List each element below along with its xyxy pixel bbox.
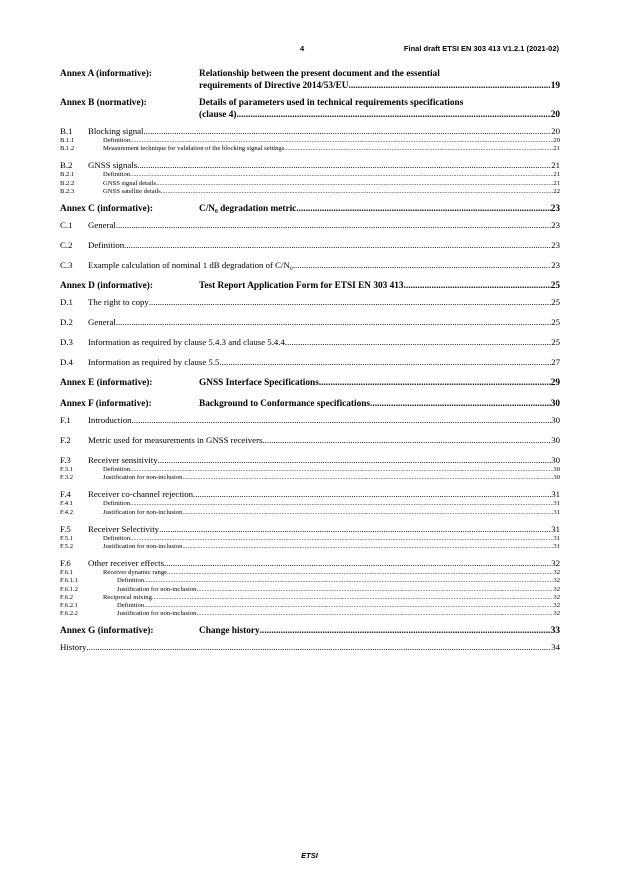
toc-entry-d4[interactable] — [60, 357, 560, 368]
page-ref: 29 — [550, 378, 560, 389]
table-of-contents — [60, 68, 560, 653]
dot-leader — [156, 180, 553, 188]
dot-leader — [293, 260, 551, 271]
page-ref: 30 — [551, 455, 560, 466]
dot-leader — [143, 126, 551, 137]
dot-leader — [130, 137, 553, 145]
toc-entry-f6-2[interactable] — [60, 594, 560, 602]
toc-entry-c3[interactable] — [60, 260, 560, 271]
section-number: F.3.1 — [60, 466, 74, 474]
toc-entry-f6-2-1[interactable] — [60, 602, 560, 610]
dot-leader — [319, 377, 551, 389]
toc-entry-d2[interactable] — [60, 317, 560, 328]
section-title: Information as required by clause 5.5 — [88, 357, 220, 368]
section-title: General — [88, 220, 116, 231]
page-ref: 23 — [551, 220, 560, 231]
toc-entry-f6-2-2[interactable] — [60, 610, 560, 618]
section-number: B.1.1 — [60, 137, 75, 144]
annex-title: Change history — [199, 626, 260, 637]
page-ref: 20 — [551, 126, 560, 136]
dot-leader — [182, 543, 553, 551]
dot-leader — [219, 357, 551, 368]
dot-leader — [164, 558, 551, 569]
toc-entry-f4-2[interactable] — [60, 509, 560, 517]
toc-entry-f6-1-1[interactable] — [60, 577, 560, 585]
section-number: F.6.1.1 — [60, 577, 78, 585]
section-number: C.3 — [60, 260, 73, 271]
page-ref: 30 — [553, 466, 560, 474]
page-ref: 23 — [550, 204, 560, 215]
annex-label: Annex F (informative): — [60, 399, 152, 410]
dot-leader — [152, 594, 554, 602]
section-title: Definition — [117, 577, 145, 585]
section-title: Definition — [117, 602, 145, 610]
section-number: F.6.2.2 — [60, 610, 78, 618]
section-number: F.5 — [60, 523, 71, 534]
toc-entry-annex-g[interactable] — [60, 625, 560, 637]
section-title: GNSS satellite details — [103, 187, 161, 195]
toc-entry-b2-3[interactable] — [60, 188, 560, 196]
dot-leader — [182, 509, 553, 517]
dot-leader — [284, 145, 553, 153]
dot-leader — [124, 240, 551, 251]
section-title: Definition — [103, 137, 131, 144]
toc-entry-f3-2[interactable] — [60, 474, 560, 482]
dot-leader — [285, 337, 551, 348]
section-title: Metric used for measurements in GNSS receivers — [88, 435, 263, 446]
toc-entry-annex-b[interactable] — [60, 97, 560, 121]
annex-label: Annex E (informative): — [60, 378, 153, 389]
annex-title-line2: requirements of Directive 2014/53/EU — [199, 81, 349, 91]
section-title: Definition — [103, 500, 131, 508]
page-ref: 32 — [553, 610, 560, 618]
toc-entry-d1[interactable] — [60, 297, 560, 308]
section-number: F.3 — [60, 455, 71, 466]
dot-leader — [149, 297, 551, 308]
page-ref: 20 — [553, 137, 560, 144]
page-ref: 31 — [553, 500, 560, 508]
dot-leader — [236, 109, 550, 121]
dot-leader — [130, 171, 553, 179]
section-number: B.2.2 — [60, 179, 75, 187]
section-title: The right to copy — [88, 297, 149, 308]
toc-entry-annex-c[interactable] — [60, 203, 560, 215]
dot-leader — [144, 602, 553, 610]
section-number: B.1 — [60, 126, 73, 136]
section-number: D.2 — [60, 317, 73, 328]
page-ref: 32 — [553, 602, 560, 610]
annex-title-line1: Details of parameters used in technical requirements specifications — [199, 98, 464, 108]
section-title: Other receiver effects — [88, 558, 165, 569]
section-title: Justification for non-inclusion — [103, 543, 183, 551]
toc-entry-b2[interactable] — [60, 160, 560, 171]
page-ref: 31 — [551, 523, 560, 534]
annex-label: Annex C (informative): — [60, 204, 153, 215]
dot-leader — [144, 577, 553, 585]
toc-entry-f1[interactable] — [60, 415, 560, 426]
dot-leader — [132, 415, 552, 426]
section-title: Introduction — [88, 415, 132, 426]
dot-leader — [130, 500, 553, 508]
section-number: F.6 — [60, 558, 71, 569]
section-title: Justification for non-inclusion — [103, 474, 183, 482]
page-ref: 30 — [550, 399, 560, 410]
page-ref: 27 — [551, 357, 560, 368]
dot-leader — [196, 610, 553, 618]
toc-entry-b1-2[interactable] — [60, 145, 560, 153]
dot-leader — [116, 220, 551, 231]
page-ref: 30 — [551, 435, 560, 446]
page-ref: 31 — [553, 534, 560, 542]
annex-title: Test Report Application Form for ETSI EN 303 413 — [199, 281, 404, 292]
section-number: D.4 — [60, 357, 73, 368]
toc-entry-f5[interactable] — [60, 524, 560, 535]
toc-entry-annex-f[interactable] — [60, 398, 560, 410]
toc-entry-f5-1[interactable] — [60, 535, 560, 543]
section-title: Example calculation of nominal 1 dB degradation of C/N₀ — [88, 260, 293, 271]
section-title: Definition — [88, 240, 125, 251]
toc-entry-history[interactable] — [60, 642, 560, 653]
page-ref: 25 — [550, 281, 560, 292]
page-ref: 19 — [550, 81, 560, 91]
section-number: F.1 — [60, 415, 71, 426]
dot-leader — [130, 466, 553, 474]
dot-leader — [370, 398, 551, 410]
page-ref: 31 — [553, 543, 560, 551]
section-title: GNSS signals — [88, 160, 138, 171]
section-title: Measurement technique for validation of the blocking signal settings — [103, 145, 285, 153]
section-number: F.3.2 — [60, 474, 74, 482]
dot-leader — [193, 489, 551, 500]
page-ref: 21 — [551, 160, 560, 171]
section-title: Definition — [103, 466, 131, 474]
section-number: B.2.1 — [60, 171, 75, 179]
annex-title-line2: (clause 4) — [199, 110, 237, 120]
dot-leader — [262, 435, 551, 446]
section-number: F.6.1.2 — [60, 585, 78, 593]
toc-entry-b2-2[interactable] — [60, 180, 560, 188]
section-number: B.2.3 — [60, 187, 75, 195]
toc-entry-f5-2[interactable] — [60, 543, 560, 551]
page-ref: 33 — [550, 626, 560, 637]
toc-entry-annex-e[interactable] — [60, 377, 560, 389]
toc-entry-annex-d[interactable] — [60, 280, 560, 292]
page-ref: 32 — [553, 585, 560, 593]
page-ref: 31 — [553, 508, 560, 516]
section-title: Receiver sensitivity — [88, 455, 158, 466]
dot-leader — [349, 80, 551, 92]
toc-entry-d3[interactable] — [60, 337, 560, 348]
annex-title: Background to Conformance specifications — [199, 399, 371, 410]
section-title: Information as required by clause 5.4.3 and clause 5.4.4 — [88, 337, 285, 348]
section-number: B.2 — [60, 160, 73, 171]
toc-entry-f4-1[interactable] — [60, 500, 560, 508]
section-number: F.5.1 — [60, 534, 74, 542]
dot-leader — [161, 188, 554, 196]
dot-leader — [167, 569, 553, 577]
toc-entry-f6[interactable] — [60, 558, 560, 569]
page-ref: 22 — [553, 187, 560, 195]
document-title: Final draft ETSI EN 303 413 V1.2.1 (2021-02) — [403, 44, 559, 53]
section-title: Definition — [103, 534, 131, 542]
page-ref: 31 — [551, 489, 560, 500]
annex-label: Annex G (informative): — [60, 626, 154, 637]
section-number: C.2 — [60, 240, 73, 251]
dot-leader — [196, 586, 553, 594]
section-number: F.4 — [60, 489, 71, 500]
page-ref: 25 — [551, 337, 560, 348]
section-title: History — [60, 642, 87, 653]
toc-entry-f3[interactable] — [60, 455, 560, 466]
dot-leader — [296, 203, 550, 215]
section-title: Reciprocal mixing — [103, 593, 152, 601]
section-title: Justification for non-inclusion — [103, 508, 183, 516]
toc-entry-b1-1[interactable] — [60, 137, 560, 145]
section-title: Justification for non-inclusion — [117, 610, 197, 618]
dot-leader — [130, 535, 553, 543]
page-ref: 21 — [553, 145, 560, 153]
page-ref: 30 — [551, 415, 560, 426]
dot-leader — [159, 524, 551, 535]
section-number: D.3 — [60, 337, 73, 348]
section-title: General — [88, 317, 116, 328]
page-ref: 30 — [553, 474, 560, 482]
dot-leader — [260, 625, 551, 637]
dot-leader — [182, 474, 553, 482]
section-title: Receiver Selectivity — [88, 523, 160, 534]
section-title: Receiver dynamic range — [103, 569, 168, 577]
section-title: Justification for non-inclusion — [117, 585, 197, 593]
toc-entry-c2[interactable] — [60, 240, 560, 251]
page-footer — [0, 851, 619, 860]
toc-entry-f3-1[interactable] — [60, 466, 560, 474]
dot-leader — [116, 317, 551, 328]
section-number: F.2 — [60, 435, 71, 446]
toc-entry-f6-1-2[interactable] — [60, 586, 560, 594]
annex-label: Annex D (informative): — [60, 281, 153, 292]
dot-leader — [404, 280, 551, 292]
section-number: B.1.2 — [60, 145, 75, 153]
toc-entry-f6-1[interactable] — [60, 569, 560, 577]
dot-leader — [86, 642, 551, 653]
page-ref: 32 — [553, 593, 560, 601]
toc-entry-annex-a[interactable] — [60, 68, 560, 92]
toc-entry-c1[interactable] — [60, 220, 560, 231]
section-number: F.6.2.1 — [60, 602, 78, 610]
dot-leader — [137, 160, 551, 171]
section-title: Definition — [103, 171, 131, 179]
page-ref: 32 — [551, 558, 560, 569]
annex-title: C/N₀ degradation metric — [199, 204, 297, 215]
section-title: Blocking signal — [88, 126, 144, 136]
page-number: 4 — [300, 44, 305, 53]
page-ref: 25 — [551, 297, 560, 308]
section-number: F.5.2 — [60, 543, 74, 551]
section-number: C.1 — [60, 220, 73, 231]
toc-entry-b2-1[interactable] — [60, 171, 560, 179]
page-ref: 32 — [553, 577, 560, 585]
section-title: GNSS signal details — [103, 179, 157, 187]
section-number: F.6.2 — [60, 593, 74, 601]
page-ref: 23 — [551, 240, 560, 251]
page-ref: 23 — [551, 260, 560, 271]
section-number: F.6.1 — [60, 569, 74, 577]
page-ref: 32 — [553, 569, 560, 577]
section-title: Receiver co-channel rejection — [88, 489, 194, 500]
page-ref: 21 — [553, 179, 560, 187]
annex-label: Annex A (informative): — [60, 69, 152, 79]
toc-entry-f4[interactable] — [60, 489, 560, 500]
page-ref: 34 — [551, 642, 560, 653]
page-ref: 20 — [550, 110, 560, 120]
section-number: F.4.2 — [60, 508, 74, 516]
page-ref: 25 — [551, 317, 560, 328]
annex-title-line1: Relationship between the present document and the essential — [199, 69, 440, 79]
annex-label: Annex B (normative): — [60, 98, 147, 108]
publisher-name: ETSI — [301, 851, 318, 860]
section-number: F.4.1 — [60, 500, 74, 508]
toc-entry-f2[interactable] — [60, 435, 560, 446]
annex-title: GNSS Interface Specifications — [199, 378, 319, 389]
section-number: D.1 — [60, 297, 73, 308]
dot-leader — [158, 455, 552, 466]
page-ref: 21 — [553, 171, 560, 179]
toc-entry-b1[interactable] — [60, 126, 560, 137]
page-header — [0, 44, 619, 56]
